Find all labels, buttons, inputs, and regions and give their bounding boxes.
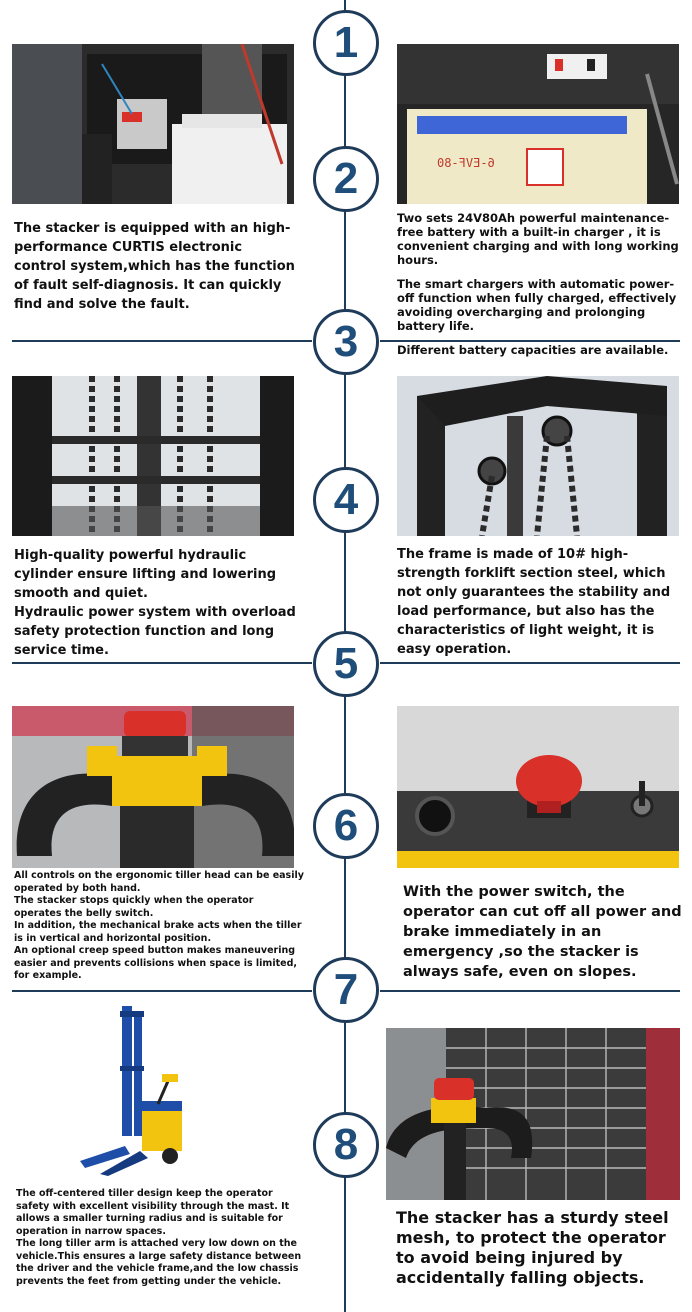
divider-line-3: [12, 340, 312, 342]
step-number-3: 3: [313, 309, 379, 375]
divider-line-5: [12, 662, 312, 664]
controller-photo: [12, 44, 294, 204]
section-8-text: [396, 1208, 686, 1288]
steel-mesh-photo: [386, 1028, 680, 1200]
creep-speed-description: An optional creep speed button makes maneuvering easier and prevents collisions when space is limited, for example.: [14, 945, 297, 981]
battery-label: 6-EVF-80: [437, 156, 495, 170]
step-number-8: 8: [313, 1112, 379, 1178]
emergency-switch-photo: [397, 706, 679, 868]
controller-description: The stacker is equipped with an high-performance CURTIS electronic control system,which has the function of fault self-diagnosis. It can quickly find and solve the fault.: [14, 221, 295, 312]
hydraulic-system-description: Hydraulic power system with overload safety protection function and long service time.: [14, 605, 296, 658]
charger-description: The smart chargers with automatic power-off function when fully charged, effectively avoiding overcharging and prolonging battery life.: [397, 277, 677, 333]
tiller-controls-description: All controls on the ergonomic tiller head can be easily operated by both hand.: [14, 870, 304, 894]
step-number-2: 2: [313, 146, 379, 212]
steel-mesh-description: The stacker has a sturdy steel mesh, to protect the operator to avoid being injured by accidentally falling objects.: [396, 1208, 669, 1287]
divider-line-7: [12, 990, 312, 992]
tiller-head-photo: [12, 706, 294, 868]
step-number-7: 7: [313, 957, 379, 1023]
section-4-text: [397, 545, 682, 659]
tiller-design-description: The off-centered tiller design keep the operator safety with excellent visibility through the mast. It allows a smaller turning radius and is suitable for operation in narrow spaces.: [16, 1188, 290, 1237]
tiller-arm-description: The long tiller arm is attached very low down on the vehicle.This ensures a large safety distance between the driver and the vehicle frame,and the low chassis prevents the feet from getting under the vehicle.: [16, 1238, 302, 1287]
section-5-text: [14, 870, 304, 983]
battery-photo: [397, 44, 679, 204]
step-number-1: 1: [313, 10, 379, 76]
section-6-text: [403, 882, 685, 982]
mechanical-brake-description: In addition, the mechanical brake acts when the tiller is in vertical and horizontal position.: [14, 920, 302, 944]
section-1-text: [14, 219, 296, 314]
section-2-text: [397, 211, 682, 357]
cylinder-description: High-quality powerful hydraulic cylinder ensure lifting and lowering smooth and quiet.: [14, 548, 277, 601]
section-7-text: [16, 1188, 306, 1288]
divider-line-5b: [380, 662, 680, 664]
divider-line-7b: [380, 990, 680, 992]
frame-description: The frame is made of 10# high-strength forklift section steel, which not only guarantees the stability and load performance, but also has the characteristics of light weight, it is easy operation.: [397, 547, 671, 657]
stacker-photo: [70, 1006, 200, 1176]
step-number-4: 4: [313, 467, 379, 533]
step-number-6: 6: [313, 793, 379, 859]
section-3-text: [14, 546, 296, 660]
step-number-5: 5: [313, 631, 379, 697]
belly-switch-description: The stacker stops quickly when the operator operates the belly switch.: [14, 895, 254, 919]
frame-photo: [397, 376, 679, 536]
hydraulic-cylinder-photo: [12, 376, 294, 536]
battery-capacity-note: Different battery capacities are available.: [397, 343, 669, 357]
power-switch-description: With the power switch, the operator can cut off all power and brake immediately in an emergency ,so the stacker is always safe, even on slopes.: [403, 884, 682, 980]
battery-description: Two sets 24V80Ah powerful maintenance-free battery with a built-in charger , it is convenient charging and with long working hours.: [397, 211, 679, 267]
